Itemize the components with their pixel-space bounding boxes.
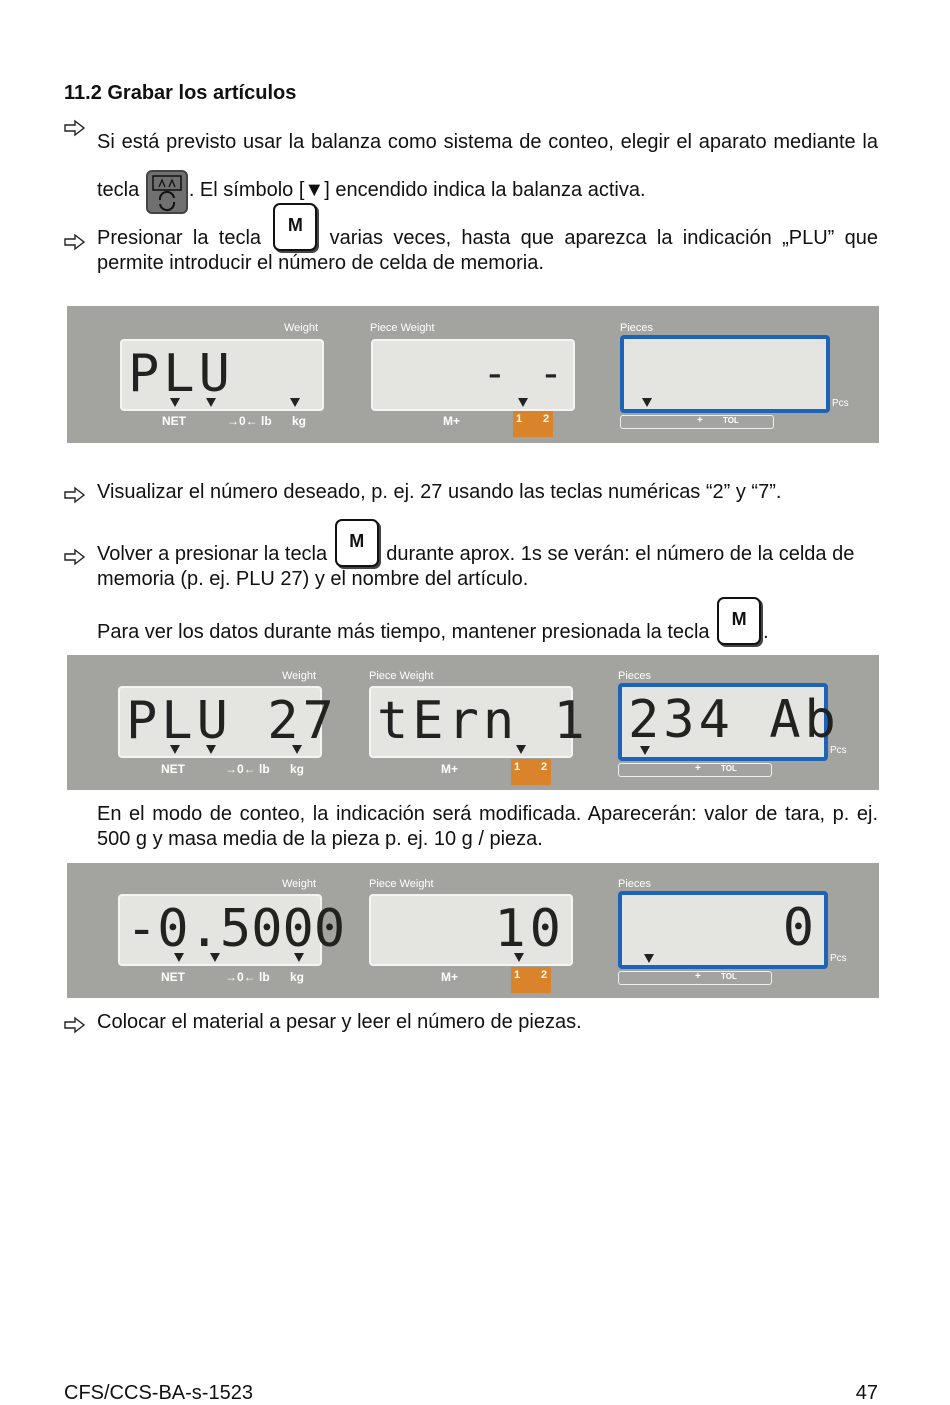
scale-display-panel-2: Weight Piece Weight Pieces PLU 27 tErn 1 234 Ab NET →0← lb kg M+ 1 2 + TOL Pcs: [67, 655, 879, 790]
piece-weight-display: 10: [369, 894, 573, 966]
arrow-icon: [64, 118, 86, 143]
weight-display: PLU: [120, 339, 324, 411]
weight-display: -0.5000: [118, 894, 322, 966]
scale-display-panel-3: Weight Piece Weight Pieces -0.5000 10 0 NET →0← lb kg M+ 1 2 + TOL Pcs: [67, 863, 879, 998]
paragraph-counting-mode: En el modo de conteo, la indicación será modificada. Aparecerán: valor de tara, p. ej. 500 g y masa media de la pieza p. ej. 10 g / pieza.: [97, 803, 878, 850]
paragraph-place-material: Colocar el material a pesar y leer el número de piezas.: [64, 1010, 878, 1035]
pieces-display: 0: [618, 891, 828, 969]
pieces-display: [620, 335, 830, 413]
arrow-icon: [64, 1015, 86, 1040]
pieces-display: 234 Ab: [618, 683, 828, 761]
piece-weight-display: tErn 1: [369, 686, 573, 758]
paragraph-select-device: Si está previsto usar la balanza como sistema de conteo, elegir el aparato mediante la tecla . El símbolo [▼] encendido indica la balanza activa.: [64, 118, 878, 214]
piece-weight-display: - -: [371, 339, 575, 411]
weight-display: PLU 27: [118, 686, 322, 758]
arrow-icon: [64, 547, 86, 572]
paragraph-press-m: Presionar la tecla M varias veces, hasta que aparezca la indicación „PLU” que permite introducir el número de celda de memoria.: [64, 226, 878, 276]
paragraph-press-again: Volver a presionar la tecla M durante aprox. 1s se verán: el número de la celda de memoria (p. ej. PLU 27) y el nombre del artículo.: [64, 542, 878, 592]
m-key-icon: M: [717, 597, 761, 645]
m-key-icon: M: [335, 519, 379, 567]
arrow-icon: [64, 485, 86, 510]
paragraph-hold-m: Para ver los datos durante más tiempo, mantener presionada la tecla M .: [64, 620, 878, 645]
arrow-icon: [64, 232, 86, 257]
scale-display-panel-1: Weight Piece Weight Pieces PLU - - NET →0← lb kg M+ 1 2 + TOL Pcs: [67, 306, 879, 443]
document-code: CFS/CCS-BA-s-1523: [64, 1382, 253, 1404]
paragraph-display-number: Visualizar el número deseado, p. ej. 27 usando las teclas numéricas “2” y “7”.: [64, 480, 878, 505]
page-number: 47: [855, 1382, 878, 1404]
section-heading: 11.2 Grabar los artículos: [64, 82, 297, 104]
m-key-icon: M: [273, 203, 317, 251]
scale-switch-key-icon: [146, 170, 188, 214]
